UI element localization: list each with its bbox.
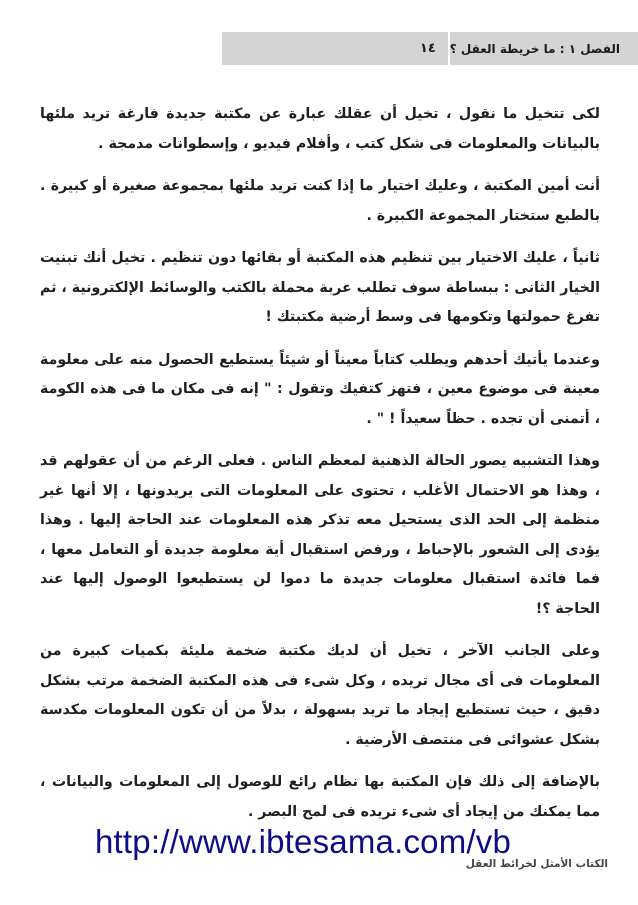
body-text [40, 100, 600, 840]
paragraph: لكى تتخيل ما نقول ، تخيل أن عقلك عبارة عن مكتبة جديدة فارغة تريد ملئها بالبيانات والمعلومات فى شكل كتب ، وأفلام فيديو ، وإسطوانات مدمجة . [40, 106, 600, 152]
page-number: ١٤ [419, 41, 436, 56]
paragraph: ثانياً ، عليك الاختيار بين تنظيم هذه المكتبة أو بقائها دون تنظيم . تخيل أنك تبنيت الخيار الثانى : ببساطة سوف تطلب عربة محملة بالكتب والوسائط الإلكترونية ، ثم تفرغ حمولتها وتكومها فى وسط أرضية مكتبتك ! [40, 250, 600, 325]
watermark-url: http://www.ibtesama.com/vb [95, 823, 512, 860]
paragraph: وعلى الجانب الآخر ، تخيل أن لديك مكتبة ضخمة مليئة بكميات كبيرة من المعلومات فى أى مجال تريده ، وكل شىء فى هذه المكتبة الضخمة مرتب بشكل دقيق ، حيث تستطيع إيجاد ما تريد بسهولة ، بدلاً من أن تكون المعلومات مكدسة بشكل عشوائى فى منتصف الأرضية . [40, 643, 600, 748]
chapter-title: الفصل ١ : ما خريطة العقل ؟ [449, 41, 620, 56]
header-bar [222, 32, 638, 65]
paragraph: أنت أمين المكتبة ، وعليك اختيار ما إذا كنت تريد ملئها بمجموعة صغيرة أو كبيرة . بالطبع ستختار المجموعة الكبيرة . [40, 178, 600, 224]
paragraph: بالإضافة إلى ذلك فإن المكتبة بها نظام رائع للوصول إلى المعلومات والبيانات ، مما يمكنك من إيجاد أى شىء تريده فى لمح البصر . [40, 774, 600, 820]
header-content [410, 32, 620, 65]
paragraph: وهذا التشبيه يصور الحالة الذهنية لمعظم الناس . فعلى الرغم من أن عقولهم قد ، وهذا هو الاحتمال الأغلب ، تحتوى على المعلومات التى يريدونها ، إلا أنها غير منظمة إلى الحد الذى يستحيل معه تذكر هذه المعلومات عند الحاجة إليها . وهذا يؤدى إلى الشعور بالإحباط ، ورفض استقبال أية معلومة جديدة أو التعامل معها ، فما فائدة استقبال معلومات جديدة ما دموا لن يستطيعوا الوصول إليها عند الحاجة ؟! [40, 453, 600, 617]
paragraph: وعندما يأتيك أحدهم ويطلب كتاباً معيناً أو شيئاً يستطيع الحصول منه على معلومة معينة فى موضوع معين ، فتهز كتفيك وتقول : " إنه فى مكان ما فى هذه الكومة ، أتمنى أن تجده . حظاً سعيداً ! " . [40, 351, 600, 427]
footer-book-title: الكتاب الأمثل لخرائط العقل [465, 858, 608, 870]
header-divider [448, 32, 450, 65]
